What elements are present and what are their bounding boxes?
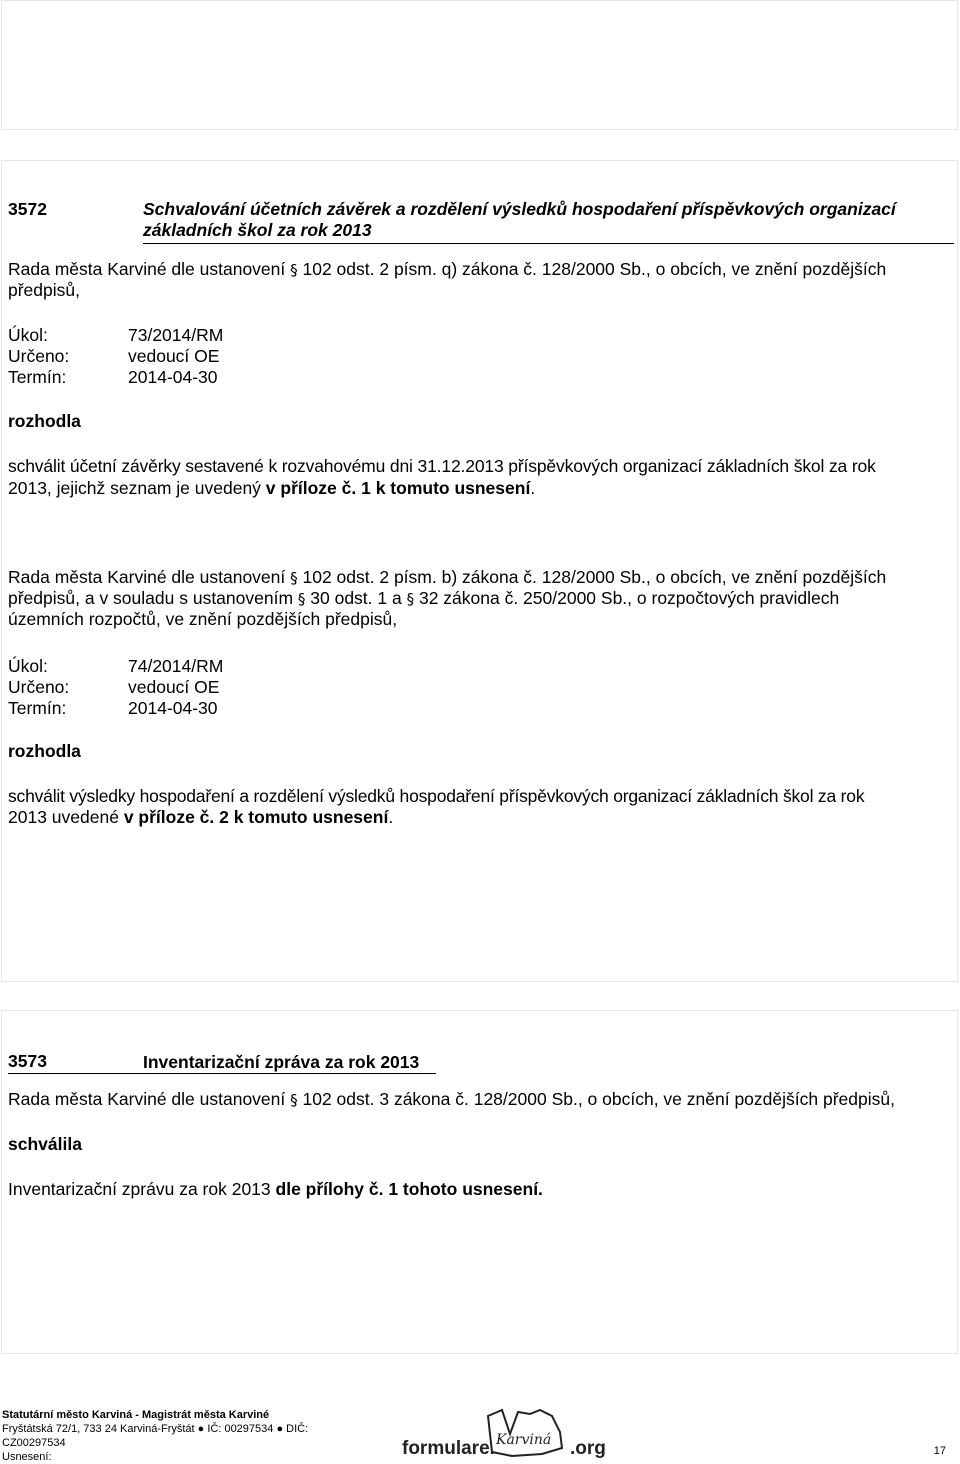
decision-text-line1: schválit výsledky hospodaření a rozdělení výsledků hospodaření příspěvkových organizací základních škol za rok	[8, 786, 865, 806]
section-sign: §	[290, 261, 298, 279]
section-sign: §	[297, 590, 306, 608]
title-underline	[143, 243, 954, 244]
attachment-reference: v příloze č. 2 k tomuto usnesení	[123, 807, 389, 827]
decision-text-line2: 2013 uvedené v příloze č. 2 k tomuto usnesení.	[8, 807, 394, 827]
task-ukol: Úkol: 73/2014/RM	[8, 325, 224, 345]
legal-basis2-line2: předpisů, a v souladu s ustanovením § 30 odst. 1 a § 32 zákona č. 250/2000 Sb., o rozpočtových pravidlech	[8, 588, 840, 608]
legal-basis-line1: Rada města Karviné dle ustanovení § 102 odst. 2 písm. q) zákona č. 128/2000 Sb., o obcích, ve znění pozdějších	[8, 259, 887, 279]
decision-text: Inventarizační zprávu za rok 2013 dle přílohy č. 1 tohoto usnesení.	[8, 1179, 543, 1199]
legal-basis2-line3: územních rozpočtů, ve znění pozdějších předpisů,	[8, 609, 398, 629]
decision-heading: schválila	[8, 1134, 82, 1154]
footer-vat: CZ00297534	[2, 1437, 66, 1449]
legal-basis-line: Rada města Karviné dle ustanovení § 102 odst. 3 zákona č. 128/2000 Sb., o obcích, ve znění pozdějších předpisů,	[8, 1089, 895, 1109]
item-title-line1: Schvalování účetních závěrek a rozdělení výsledků hospodaření příspěvkových organizací	[143, 199, 896, 219]
formulare-logo	[402, 1404, 614, 1464]
title-underline	[8, 1073, 436, 1074]
logo-text-left: formulare.	[402, 1438, 495, 1459]
task-urceno: Určeno: vedoucí OE	[8, 677, 220, 697]
legal-basis2-line1: Rada města Karviné dle ustanovení § 102 odst. 2 písm. b) zákona č. 128/2000 Sb., o obcích, ve znění pozdějších	[8, 567, 887, 587]
decision-text-line1: schválit účetní závěrky sestavené k rozvahovému dni 31.12.2013 příspěvkových organizací základních škol za rok	[8, 456, 876, 476]
section-sign: §	[290, 569, 298, 587]
task-termin: Termín: 2014-04-30	[8, 367, 218, 387]
page-box-top	[1, 0, 958, 130]
section-sign: §	[290, 1091, 298, 1109]
item-number: 3573	[8, 1051, 47, 1071]
decision-text-line2: 2013, jejichž seznam je uvedený v příloze č. 1 k tomuto usnesení.	[8, 478, 536, 498]
page-number: 17	[933, 1445, 946, 1457]
footer-org-name: Statutární město Karviná - Magistrát města Karviné	[2, 1409, 270, 1421]
logo-text-right: .org	[570, 1438, 606, 1459]
task-urceno: Určeno: vedoucí OE	[8, 346, 220, 366]
item-number: 3572	[8, 199, 47, 219]
legal-basis-line2: předpisů,	[8, 280, 80, 300]
footer-address: Fryštátská 72/1, 733 24 Karviná-Fryštát ● IČ: 00297534 ● DIČ:	[2, 1423, 309, 1435]
attachment-reference: dle přílohy č. 1 tohoto usnesení.	[275, 1179, 543, 1199]
footer	[2, 1408, 308, 1464]
footer-resolution-label: Usnesení:	[2, 1451, 52, 1463]
task-ukol: Úkol: 74/2014/RM	[8, 656, 224, 676]
task-termin: Termín: 2014-04-30	[8, 698, 218, 718]
decision-heading: rozhodla	[8, 411, 81, 431]
item-title-line2: základních škol za rok 2013	[143, 220, 372, 240]
section-sign: §	[406, 590, 415, 608]
logo-text-mid: Karviná	[496, 1432, 552, 1448]
decision-heading: rozhodla	[8, 741, 81, 761]
attachment-reference: v příloze č. 1 k tomuto usnesení	[265, 478, 531, 498]
item-title: Inventarizační zpráva za rok 2013	[143, 1052, 420, 1072]
